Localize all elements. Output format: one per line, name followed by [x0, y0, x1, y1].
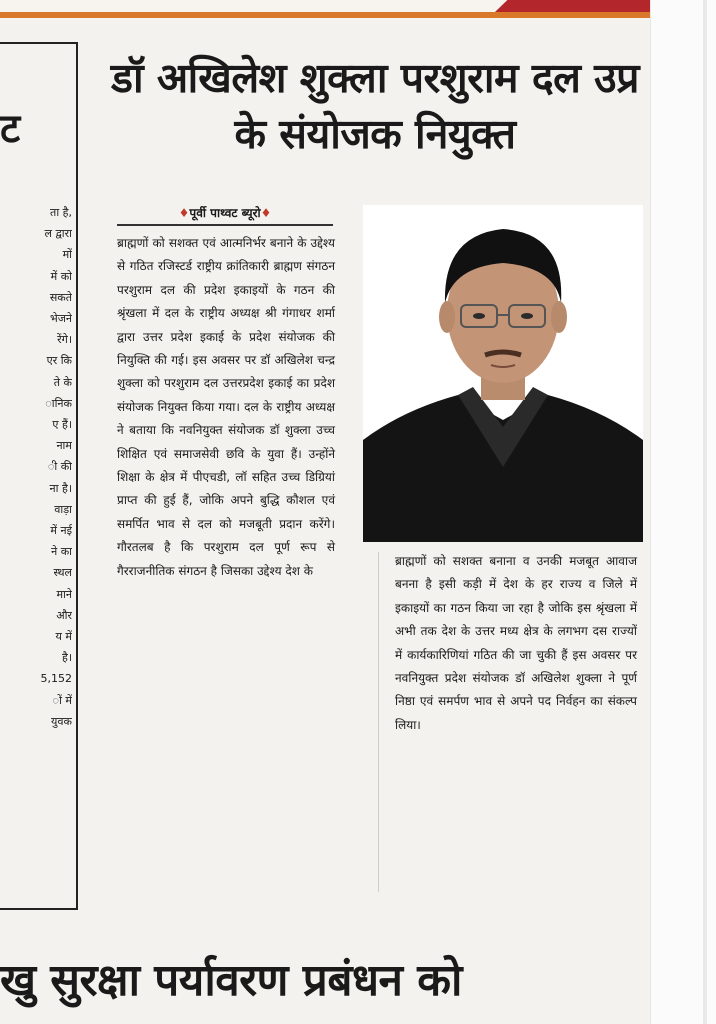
adjacent-text-line: ल द्वारा	[44, 227, 72, 241]
adjacent-text-line: ी की	[47, 460, 72, 474]
adjacent-text-lines	[2, 202, 72, 732]
portrait-photo	[363, 205, 643, 542]
top-color-bar	[0, 0, 650, 20]
page-margin	[650, 0, 716, 1024]
adjacent-text-line: माने	[56, 587, 72, 601]
adjacent-text-line: और	[56, 608, 72, 622]
adjacent-text-line: वाड़ा	[54, 502, 72, 516]
adjacent-text-line: रेंगे।	[57, 333, 72, 347]
adjacent-text-line: ानिक	[45, 396, 72, 410]
red-tab	[495, 0, 650, 12]
article-body-part1: ब्राह्मणों को सशक्त एवं आत्मनिर्भर बनाने के उद्देश्य से गठित रजिस्टर्ड राष्ट्रीय क्रांतिकारी ब्राह्मण संगठन परशुराम दल की प्रदेश इकाइयों के गठन की श्रृंखला में दल के राष्ट्रीय अध्यक्ष श्री गंगाधर शर्मा द्वारा उत्तर प्रदेश इकाई के प्रदेश संयोजक की नियुक्ति की गई। इस अवसर पर डॉ अखिलेश चन्द्र शुक्ला को परशुराम दल उत्तरप्रदेश इकाई का प्रदेश संयोजक नियुक्त किया गया। दल के राष्ट्रीय अध्यक्ष ने बताया कि नवनियुक्त संयोजक डॉ शुक्ला उच्च शिक्षित एवं समाजसेवी छवि के युवा हैं। उन्होंने शिक्षा के क्षेत्र में पीएचडी, लॉ सहित उच्च डिग्रियां प्राप्त की हुई हैं, जोकि अपने बुद्धि कौशल एवं समर्पित भाव से दल को मजबूती प्रदान करेंगे। गौरतलब है कि परशुराम दल पूर्ण रूप से गैरराजनीतिक संगठन है जिसका उद्देश्य देश के	[117, 236, 335, 578]
adjacent-text-line: स्थल	[53, 566, 72, 580]
adjacent-text-line: नाम	[56, 439, 72, 453]
byline-text: पूर्वी पाथ्वट ब्यूरो	[189, 206, 261, 220]
article-headline: डॉ अखिलेश शुक्ला परशुराम दल उप्र के संयोजक नियुक्त	[111, 54, 639, 158]
adjacent-text-line: 5,152	[40, 672, 72, 686]
adjacent-text-line: में को	[50, 269, 72, 283]
adjacent-text-line: है।	[61, 651, 72, 665]
adjacent-text-line: युवक	[51, 714, 72, 728]
adjacent-text-line: ते के	[53, 375, 72, 389]
adjacent-text-line: में नई	[50, 524, 72, 538]
diamond-icon: ♦	[178, 206, 190, 220]
diamond-icon: ♦	[260, 206, 272, 220]
adjacent-text-line: ने का	[51, 545, 72, 559]
adjacent-article-column	[0, 42, 78, 910]
adjacent-headline-fragment: ट	[0, 106, 21, 152]
margin-rule	[703, 0, 707, 1024]
column-rule	[378, 552, 379, 892]
byline	[117, 204, 333, 226]
bottom-headline-fragment: खु सुरक्षा पर्यावरण प्रबंधन को	[0, 955, 462, 1006]
adjacent-text-line: सकते	[49, 290, 72, 304]
orange-rule	[0, 12, 650, 18]
adjacent-text-line: मों	[62, 248, 72, 262]
portrait-illustration	[363, 205, 643, 542]
adjacent-text-line: ना है।	[49, 481, 72, 495]
adjacent-text-line: एर कि	[46, 354, 72, 368]
adjacent-text-line: ए हैं।	[52, 418, 72, 432]
adjacent-text-line: ता है,	[50, 206, 72, 219]
article-body-part2: ब्राह्मणों को सशक्त बनाना व उनकी मजबूत आवाज बनना है इसी कड़ी में देश के हर राज्य व जिले में इकाइयों का गठन किया जा रहा है जोकि इस श्रृंखला में अभी तक देश के उत्तर मध्य क्षेत्र के लगभग दस राज्यों में कार्यकारिणियां गठित की जा चुकी हैं इस अवसर पर नवनियुक्त प्रदेश संयोजक डॉ अखिलेश शुक्ला ने पूर्ण निष्ठा एवं समर्पण भाव से अपने पद निर्वहन का संकल्प लिया।	[395, 554, 637, 732]
adjacent-text-line: य में	[55, 630, 72, 644]
adjacent-text-line: ों में	[52, 693, 72, 707]
adjacent-text-line: भेजने	[50, 312, 72, 326]
